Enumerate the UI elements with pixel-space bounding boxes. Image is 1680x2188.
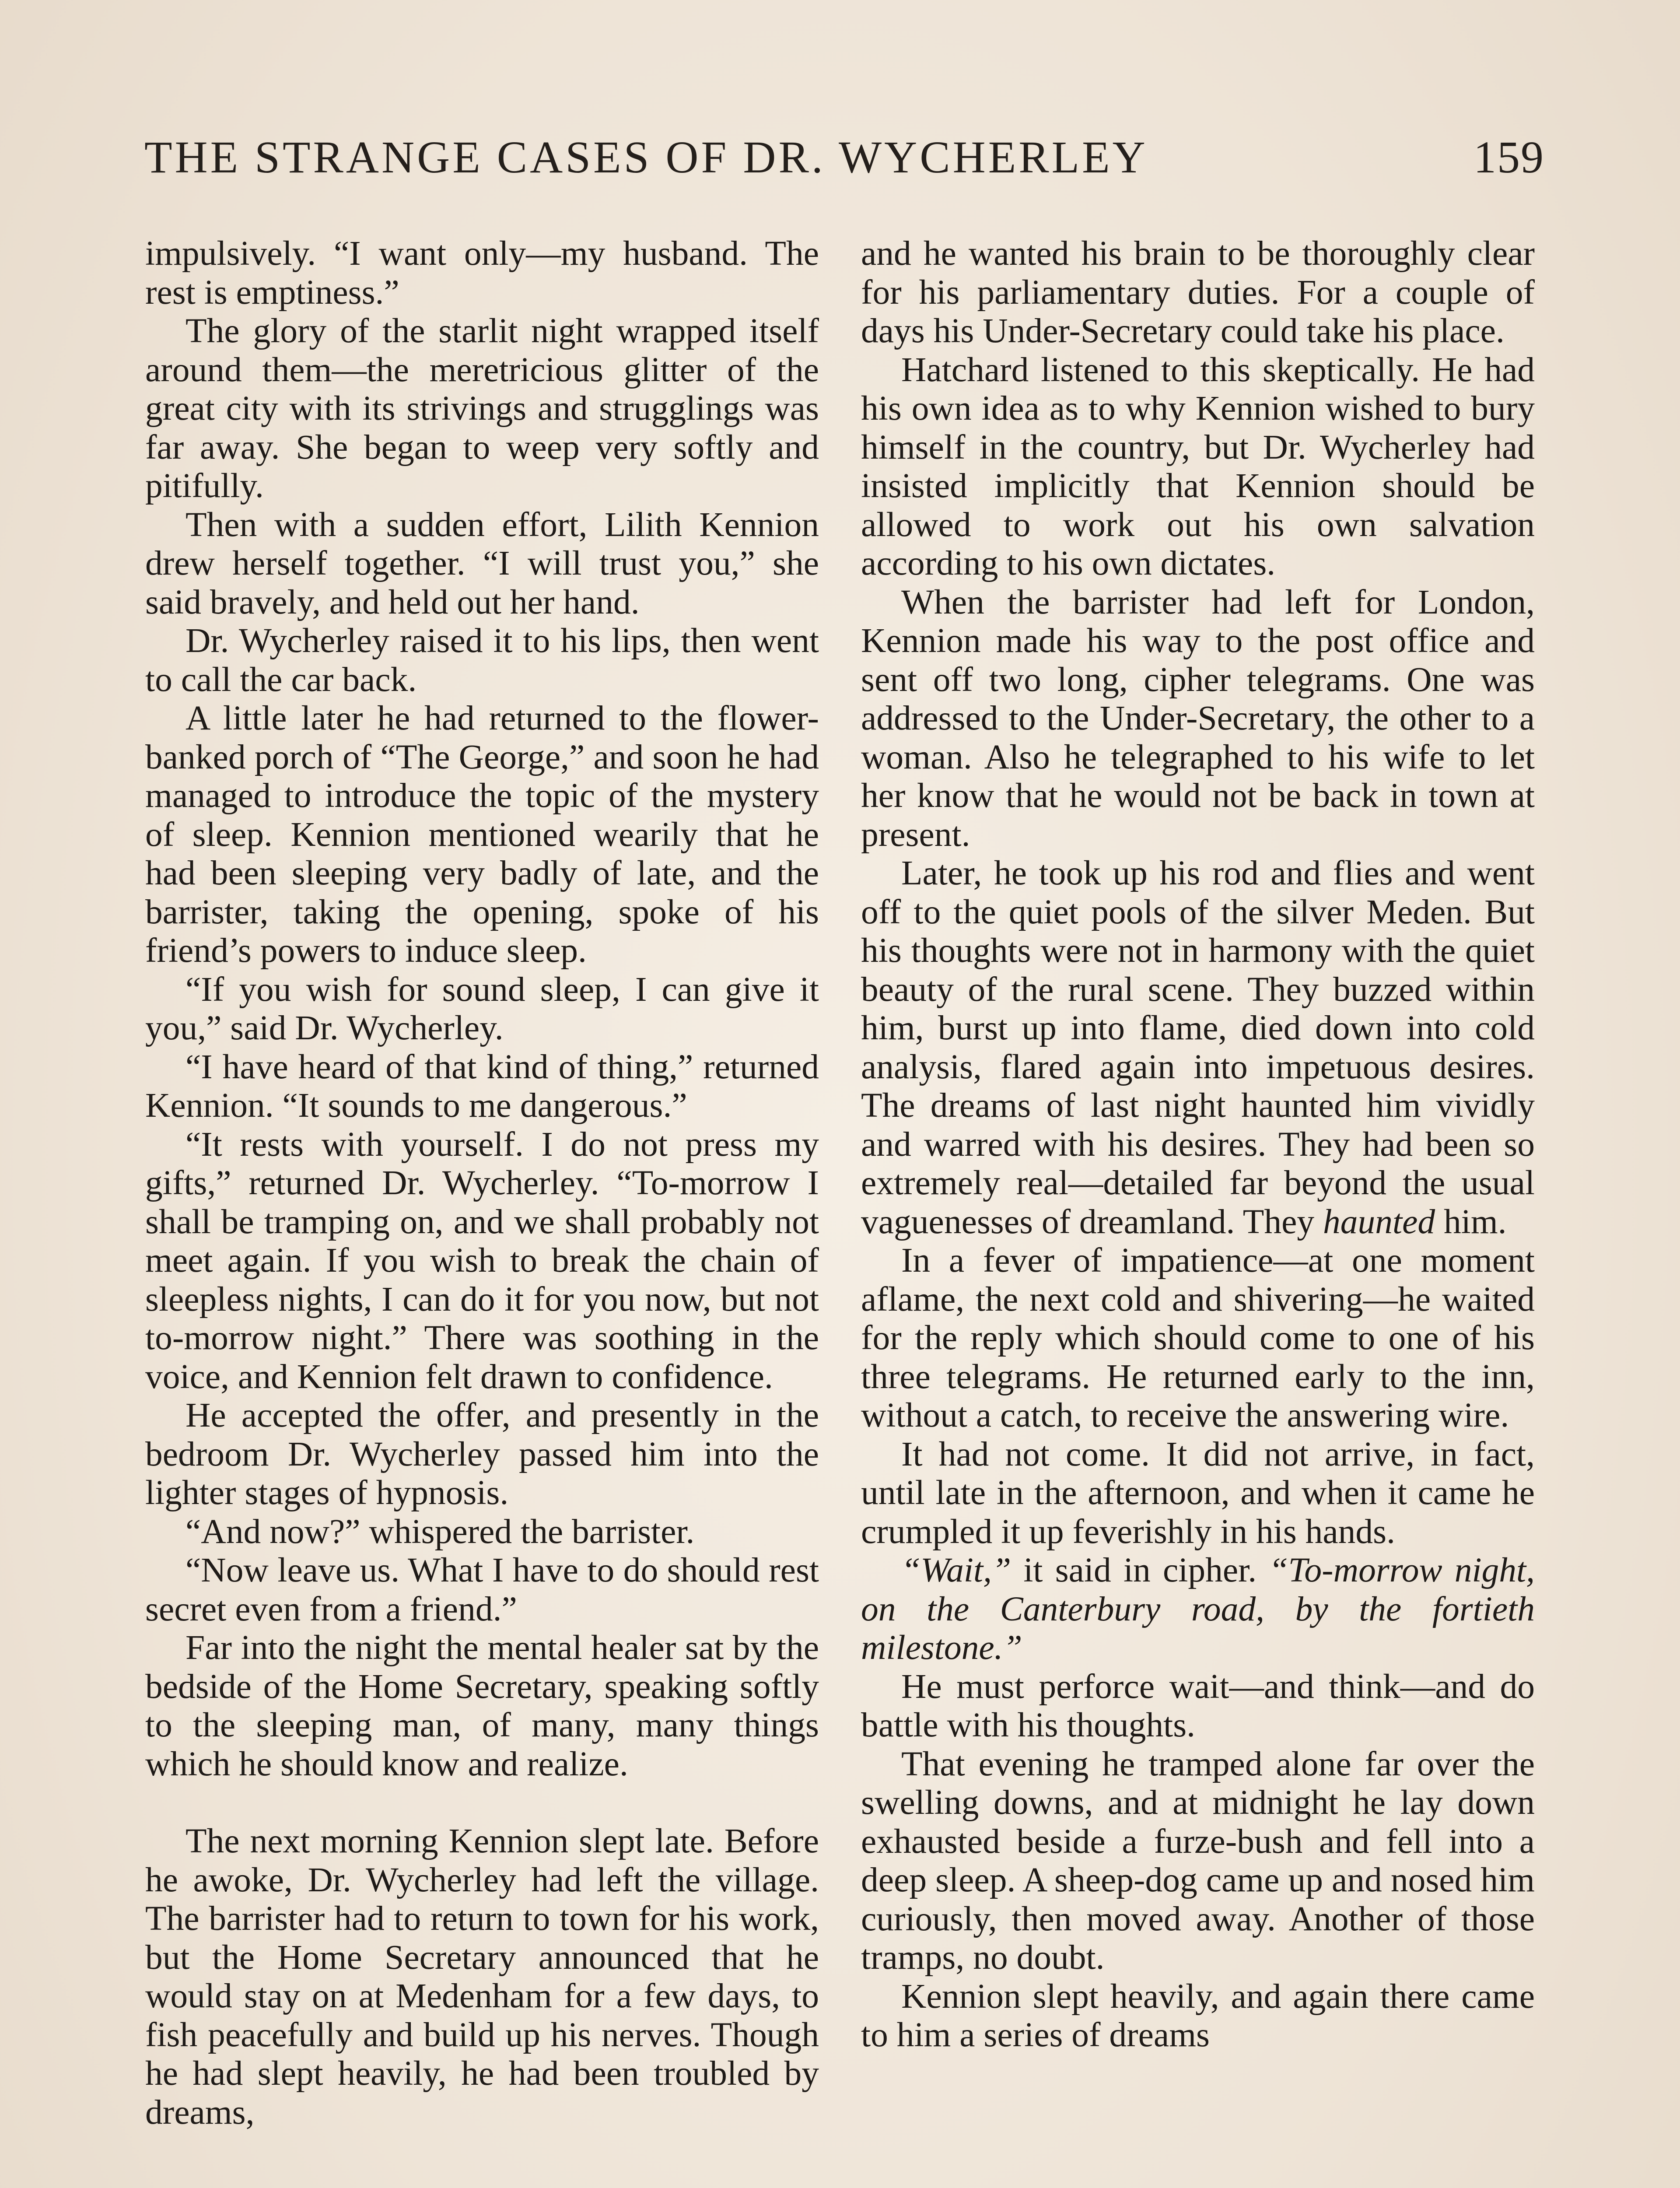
paragraph: The next morning Kennion slept late. Before he awoke, Dr. Wycherley had left the village. The barrister had to return to town for his work, but the Home Secretary announced that he would stay on at Medenham for a few days, to fish peacefully and build up his nerves. Though he had slept heavily, he had been troubled by dreams,: [145, 1822, 819, 2132]
running-title: THE STRANGE CASES OF DR. WYCHERLEY: [144, 132, 1148, 182]
paragraph: [861, 854, 1535, 1241]
paragraph: “Now leave us. What I have to do should rest secret even from a friend.”: [145, 1551, 819, 1628]
italic-text: haunted: [1323, 1202, 1435, 1241]
paragraph: “And now?” whispered the barrister.: [186, 1512, 695, 1551]
right-column: [861, 234, 1535, 2055]
running-head: [144, 131, 1544, 193]
page-number: 159: [1474, 132, 1544, 182]
paragraph: “I have heard of that kind of thing,” returned Kennion. “It sounds to me dangerous.”: [145, 1047, 819, 1125]
italic-text: “To-morrow night, on the Canterbury road, by the fortieth milestone.”: [861, 1551, 1535, 1667]
paragraph: [861, 1551, 1535, 1667]
paragraph: That evening he tramped alone far over the swelling downs, and at midnight he lay down exhausted beside a furze-bush and fell into a deep sleep. A sheep-dog came up and nosed him curiously, then moved away. Another of those tramps, no doubt.: [861, 1744, 1535, 1977]
paragraph: Then with a sudden effort, Lilith Kennion drew herself together. “I will trust you,” she said bravely, and held out her hand.: [145, 505, 819, 621]
paragraph: Dr. Wycherley raised it to his lips, then went to call the car back.: [145, 621, 819, 699]
text-run: Later, he took up his rod and flies and went off to the quiet pools of the silver Meden. But his thoughts were not in harmony with the quiet beauty of the rural scene. They buzzed within him, burst up into flame, died down into cold analysis, flared again into impetuous desires. The dreams of last night haunted him vividly and warred with his desires. They had been so extremely real—detailed far beyond the usual vaguenesses of dreamland. They: [861, 854, 1535, 1241]
paragraph: impulsively. “I want only—my husband. The rest is emptiness.”: [145, 234, 819, 312]
text-run: him.: [1443, 1202, 1507, 1241]
left-column: [145, 234, 819, 2132]
paragraph: He must perforce wait—and think—and do battle with his thoughts.: [861, 1667, 1535, 1744]
text-run: it said in cipher.: [1023, 1551, 1257, 1589]
paragraph: It had not come. It did not arrive, in fact, until late in the afternoon, and when it came he crumpled it up feverishly in his hands.: [861, 1434, 1535, 1551]
italic-text: “Wait,”: [901, 1551, 1012, 1589]
paragraph: “It rests with yourself. I do not press my gifts,” returned Dr. Wycherley. “To-morrow I shall be tramping on, and we shall probably not meet again. If you wish to break the chain of sleepless nights, I can do it for you now, but not to-morrow night.” There was soothing in the voice, and Kennion felt drawn to confidence.: [145, 1125, 819, 1396]
paragraph: When the barrister had left for London, Kennion made his way to the post office and sent off two long, cipher telegrams. One was addressed to the Under-Secretary, the other to a woman. Also he telegraphed to his wife to let her know that he would not be back in town at present.: [861, 582, 1535, 854]
paragraph: A little later he had returned to the flower-banked porch of “The George,” and soon he had managed to introduce the topic of the mystery of sleep. Kennion mentioned wearily that he had been sleeping very badly of late, and the barrister, taking the opening, spoke of his friend’s powers to induce sleep.: [145, 699, 819, 970]
paragraph: In a fever of impatience—at one moment aflame, the next cold and shivering—he waited for the reply which should come to one of his three telegrams. He returned early to the inn, without a catch, to receive the answering wire.: [861, 1241, 1535, 1434]
paragraph: The glory of the starlit night wrapped itself around them—the meretricious glitter of the great city with its strivings and strugglings was far away. She began to weep very softly and pitifully.: [145, 312, 819, 505]
paragraph: Hatchard listened to this skeptically. He had his own idea as to why Kennion wished to bury himself in the country, but Dr. Wycherley had insisted implicitly that Kennion should be allowed to work out his own salvation according to his own dictates.: [861, 350, 1535, 582]
paragraph: He accepted the offer, and presently in the bedroom Dr. Wycherley passed him into the lighter stages of hypnosis.: [145, 1396, 819, 1512]
paragraph: Far into the night the mental healer sat by the bedside of the Home Secretary, speaking softly to the sleeping man, of many, many things which he should know and realize.: [145, 1628, 819, 1783]
paragraph: “If you wish for sound sleep, I can give it you,” said Dr. Wycherley.: [145, 970, 819, 1047]
paragraph: and he wanted his brain to be thoroughly clear for his parliamentary duties. For a couple of days his Under-Secretary could take his place.: [861, 234, 1535, 350]
paragraph: Kennion slept heavily, and again there came to him a series of dreams: [861, 1977, 1535, 2054]
